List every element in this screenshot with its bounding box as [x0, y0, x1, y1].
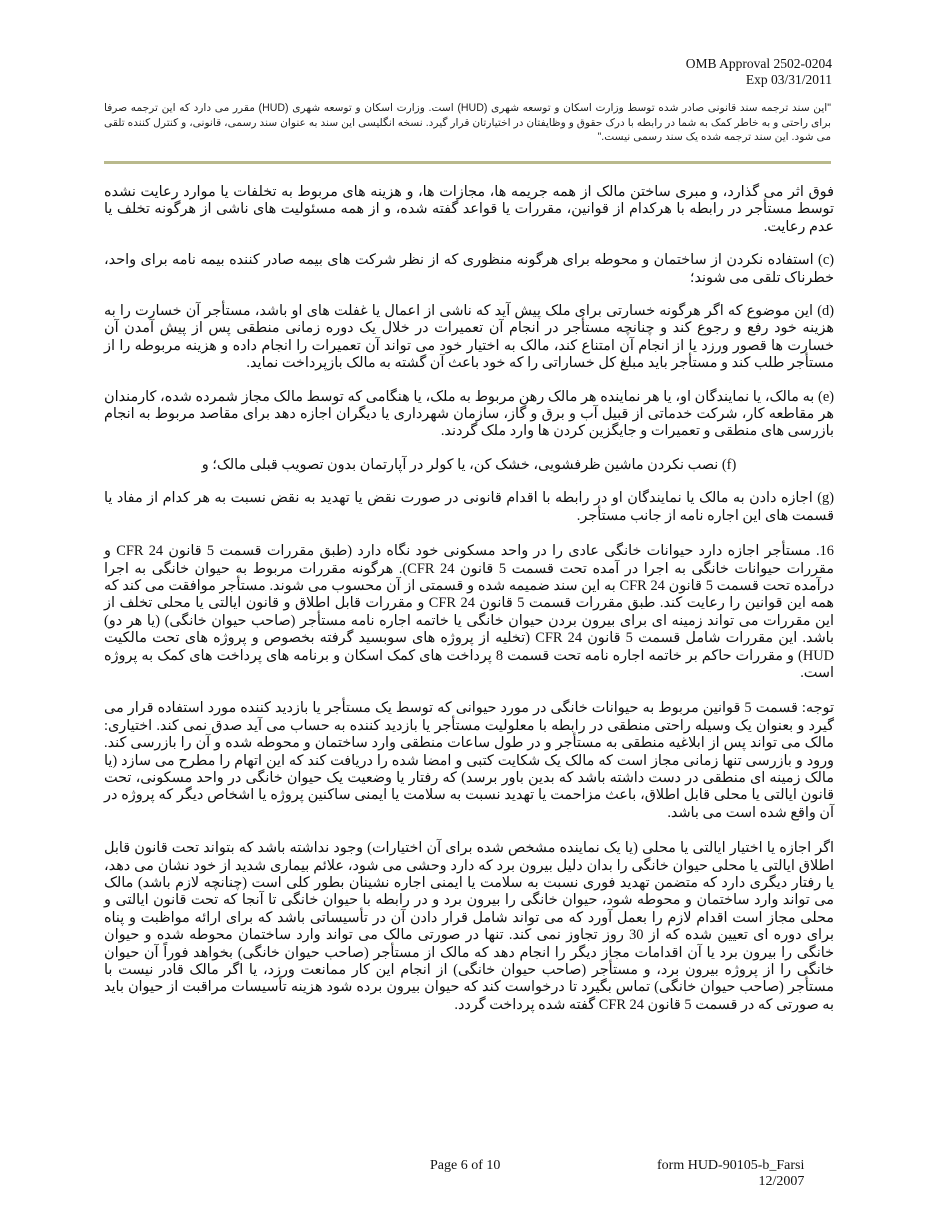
document-body [104, 184, 834, 1030]
paragraph-g: (g) اجازه دادن به مالک یا نمایندگان او در رابطه با اقدام قانونی در صورت نقض یا تهدید به نقض نسبت به هر کدام از مفاد یا قسمت های این اجاره نامه از جانب مستأجر. [104, 490, 834, 524]
paragraph-e: (e) به مالک، یا نمایندگان او، یا هر نماینده هر مالک رهن مربوط به ملک، یا هنگامی که توسط مالک مجاز شمرده شده، کارمندان هر مقاطعه کار، شرکت خدماتی از قبیل آب و برق و گاز، سازمان شهرداری یا دیگران اجازه دهد برای مقاصد مربوط به انجام بازرسی های منطقی و تعمیرات و جایگزین کردن ها وارد ملک گردند. [104, 388, 834, 440]
paragraph-f: (f) نصب نکردن ماشین ظرفشویی، خشک کن، یا کولر در آپارتمان بدون تصویب قبلی مالک؛ و [201, 456, 737, 473]
page-number: Page 6 of 10 [430, 1158, 501, 1173]
form-date: 12/2007 [758, 1174, 805, 1189]
paragraph-c: (c) استفاده نکردن از ساختمان و محوطه برای هرگونه منظوری که از نظر شرکت های بیمه صادر کننده بیمه نامه برای واحد، خطرناک تلقی می شوند؛ [104, 252, 834, 286]
header-divider [104, 161, 831, 164]
form-identifier [657, 1158, 804, 1190]
paragraph-pet-removal: اگر اجازه یا اختیار ایالتی یا محلی (یا یک نماینده مشخص شده برای آن اختیارات) وجود نداشته باشد که بتواند تحت قانون قابل اطلاق ایالتی یا محلی حیوان خانگی را بدان دلیل بیرون برد که دارد وحشی می شود، علائم بیماری شدید از خود نشان می دهد، یا رفتار دیگری دارد که متضمن تهدید فوری نسبت به سلامت یا ایمنی اجاره نشینان بطور کلی است (چنانچه لازم باشد) مالک می تواند وارد ساختمان و محوطه شود، حیوان خانگی را بیرون برد و در رابطه با حیوان خانگی تا آنجا که تحت قانون ایالتی و محلی مجاز است اقدام لازم را بعمل آورد که می تواند شامل قرار دادن آن در تأسیساتی باشد که برای ارائه مواظبت و پناه برای دوره ای تعیین شده که از 30 روز تجاوز نمی کند. تنها در صورتی مالک می تواند وارد ساختمان محوطه شده و حیوان خانگی را بیرون برد یا آن اقدامات مجاز دیگر را انجام دهد که مالک از مستأجر (صاحب حیوان خانگی) بخواهد فوراً آن حیوان خانگی را از پروژه بیرون برد، و مستأجر (صاحب حیوان خانگی) از انجام این کار ممانعت ورزد، یا اگر مالک قادر نیست با مستأجر (صاحب حیوان خانگی) تماس بگیرد تا درخواست کند که حیوان بیرون برده شود هزینه تأسیسات مراقبت از حیوان باید به صورتی که در قسمت 5 قانون 24 CFR گفته شده پرداخت گردد. [104, 840, 834, 1013]
omb-approval-block [686, 56, 832, 88]
paragraph-continuation: فوق اثر می گذارد، و مبری ساختن مالک از همه جریمه ها، مجازات ها، و هزینه های مربوط به تخلفات یا موارد رعایت نشده توسط مستأجر در رابطه با هرکدام از قوانین، مقررات یا قواعد گفته شده، و از همه مسئولیت های ناشی از هرگونه تخلف یا عدم رعایت. [104, 184, 834, 235]
translation-disclaimer: "این سند ترجمه سند قانونی صادر شده توسط وزارت اسکان و توسعه شهری (HUD) است. وزارت اسکان و توسعه شهری (HUD) مقرر می دارد که این ترجمه صرفا برای راحتی و به خاطر کمک به شما در رابطه با درک حقوق و وظایفتان در اختیارتان قرار گیرد. نسخه انگلیسی این سند به عنوان سند رسمی، قانونی، و کنترل کننده تلقی می شود. این سند ترجمه شده یک سند رسمی نیست." [104, 102, 831, 143]
paragraph-note: توجه: قسمت 5 قوانین مربوط به حیوانات خانگی در مورد حیوانی که توسط یک مستأجر یا بازدید کننده مورد استفاده قرار می گیرد و بعنوان یک وسیله راحتی منطقی در رابطه با معلولیت مستأجر یا بازدید کننده به حساب می آید صدق نمی کند. اختیاری: مالک می تواند پس از ابلاغیه منطقی به مستأجر و در طول ساعات منطقی وارد ساختمان و محوطه شده و آن را بازرسی کند. ورود و بازرسی تنها زمانی مجاز است که مالک یک شکایت کتبی و امضا شده را دریافت کند که این اتهام را مطرح می سازد (یا مالک زمینه ای منطقی در دست داشته باشد که بدین باور برسد) که رفتار یا وضعیت یک حیوان خانگی در واحد مسکونی، تحت قانون ایالتی یا محلی قابل اطلاق، باعث مزاحمت یا تهدید نسبت به سلامت یا ایمنی ساکنین پروژه یا اشخاص دیگر که پروژه در آن واقع شده است می باشد. [104, 700, 834, 821]
omb-approval-number: OMB Approval 2502-0204 [685, 56, 832, 71]
omb-expiration: Exp 03/31/2011 [745, 72, 832, 87]
paragraph-16-pets: 16. مستأجر اجازه دارد حیوانات خانگی عادی را در واحد مسکونی خود نگاه دارد (طبق مقررات قسمت 5 قانون 24 CFR و مقررات حیوانات خانگی به اجرا در آمده تحت قسمت 5 قانون 24 CFR). هرگونه مقررات مربوط به حیوان خانگی به اجرا درآمده تحت قسمت 5 قانون 24 CFR به این سند ضمیمه شده و قسمتی از آن محسوب می شوند. مستأجر موافقت می کند که همه این قوانین را رعایت کند. طبق مقررات قسمت 5 قانون 24 CFR و مقررات قابل اطلاق و قانون ایالتی یا محلی تخلف از این مقررات می تواند زمینه ای برای بیرون بردن حیوان خانگی یا خاتمه اجاره نامه مستأجر (صاحب حیوان خانگی) (یا هر دو) باشد. این مقررات شامل قسمت 5 قانون 24 CFR (تخلیه از پروژه های سوبسید گرفته بخصوص و پروژه های تحت مالکیت HUD) و مقررات حاکم بر خاتمه اجاره نامه تحت قسمت 8 پرداخت های کمک اسکان و برنامه های پرداخت های کمک به پروژه است. [104, 543, 835, 681]
paragraph-d: (d) این موضوع که اگر هرگونه خسارتی برای ملک پیش آید که ناشی از اعمال یا غفلت های او باشد، مستأجر آن خسارت را به هزینه خود رفع و رجوع کند و چنانچه مستأجر در انجام آن تعمیرات در خلال یک دوره زمانی منطقی پس از پیش آمدن آن خسارت ها قصور ورزد یا از انجام آن امتناع کند، مالک به اختیار خود می تواند آن تعمیرات را انجام داده و هزینه مربوطه را از مستأجر طلب کند و مستأجر باید مبلغ کل خساراتی را که خود باعث آن گشته به مالک بازپرداخت نماید. [104, 303, 834, 372]
form-number: form HUD-90105-b_Farsi [657, 1158, 805, 1173]
